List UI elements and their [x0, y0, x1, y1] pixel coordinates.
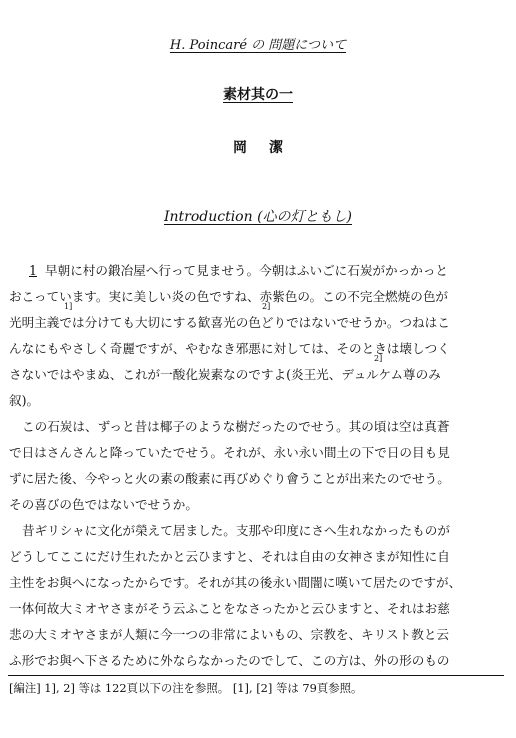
section-heading-japanese: (心の灯ともし)	[252, 209, 353, 225]
body-line: ずに居た後、今やっと火の素の酸素に再びめぐり會うことが出来たのでせう。	[9, 471, 450, 486]
title-latin: H. Poincaré	[169, 38, 248, 53]
title-japanese: の 問題について	[247, 38, 347, 53]
body-line	[9, 260, 504, 279]
body-line: 光明主義では分けても大切にする歓喜光の色どりではないでせうか。つねはこ	[9, 315, 450, 330]
footnote-divider	[8, 675, 504, 676]
document-title	[0, 34, 516, 53]
document-subtitle: 素材其の一	[223, 87, 293, 103]
section-heading-latin: Introduction	[163, 209, 253, 225]
footnote-marker: 1]	[64, 302, 73, 311]
body-line: さないではやまぬ、これが一酸化炭素なのですよ(炎王光、デュルケム尊のみ	[9, 367, 441, 382]
editorial-note: [編注] 1], 2] 等は 122頁以下の注を参照。 [1], [2] 等は 79頁参照。	[9, 681, 363, 695]
body-line: 主性をお與へになったからです。それが其の後永い間闇に嘆いて居たのですが、	[9, 575, 462, 590]
body-line: 一体何故大ミオヤさまがそう云ふことをなさったかと云ひますと、それはお慈	[9, 601, 450, 616]
body-line: 悲の大ミオヤさまが人類に今一つの非常によいもの、宗教を、キリスト教と云	[9, 627, 450, 642]
paragraph-number: 1	[29, 263, 38, 278]
author-name: 岡潔	[233, 140, 305, 156]
body-line: ふ形でお與へ下さるために外ならなかったのでして、この方は、外の形のもの	[9, 653, 450, 668]
body-line: 昔ギリシャに文化が榮えて居ました。支那や印度にさへ生れなかったものが	[22, 523, 450, 538]
section-heading	[0, 206, 516, 226]
body-line: その喜びの色ではないでせうか。	[9, 497, 198, 512]
footnote-marker: 2]	[262, 302, 271, 311]
body-line: この石炭は、ずっと昔は椰子のような樹だったのでせう。其の頃は空は真蒼	[22, 419, 450, 434]
footnote-marker: 2]	[374, 354, 383, 363]
body-line-text: 早朝に村の鍛冶屋へ行って見ませう。今朝はふいごに石炭がかっかっと	[45, 263, 449, 278]
body-line: おこっています。実に美しい炎の色ですね、赤紫色の。この不完全燃焼の色が	[9, 289, 449, 304]
body-line: 叙)。	[9, 393, 40, 408]
body-line: で日はさんさんと降っていたでせう。それが、永い永い間土の下で日の目も見	[9, 445, 450, 460]
body-line: どうしてここにだけ生れたかと云ひますと、それは自由の女神さまが知性に自	[9, 549, 450, 564]
body-line: んなにもやさしく奇麗ですが、やむなき邪悪に対しては、そのときは壊しつく	[9, 341, 450, 356]
